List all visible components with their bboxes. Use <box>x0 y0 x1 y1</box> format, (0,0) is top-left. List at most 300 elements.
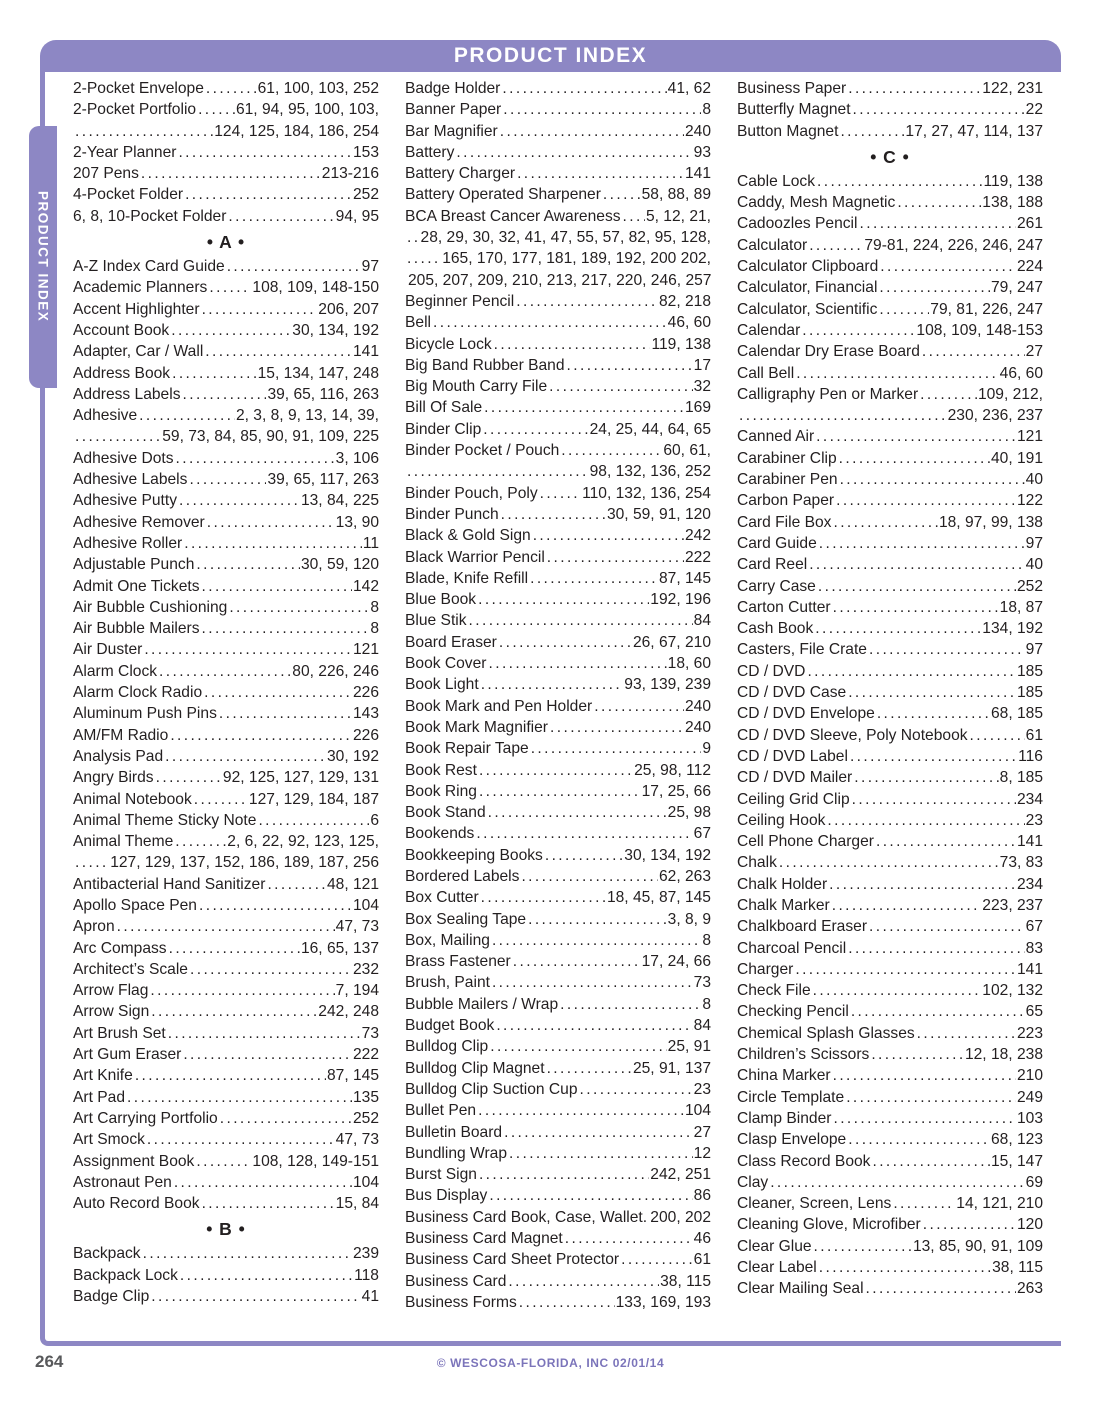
dot-leader <box>478 589 649 610</box>
index-entry <box>405 99 711 120</box>
entry-label: Backpack Lock <box>73 1266 178 1284</box>
entry-label: Button Magnet <box>737 122 839 140</box>
index-entry <box>73 1193 379 1214</box>
entry-label: Accent Highlighter <box>73 300 200 318</box>
entry-label: Business Card <box>405 1272 507 1290</box>
entry-continuation <box>405 270 711 291</box>
entry-label: A-Z Index Card Guide <box>73 258 225 276</box>
index-entry <box>737 1044 1043 1065</box>
entry-label: Beginner Pencil <box>405 292 515 310</box>
index-entry <box>73 206 379 227</box>
dot-leader <box>159 661 291 682</box>
dot-leader <box>922 341 1025 362</box>
entry-pages: 222 <box>684 548 711 566</box>
entry-label: Card Guide <box>737 534 817 552</box>
dot-leader <box>827 810 1024 831</box>
index-entry <box>737 597 1043 618</box>
dot-leader <box>809 554 1024 575</box>
entry-pages: 242, 251 <box>650 1166 711 1184</box>
index-entry <box>73 831 379 852</box>
entry-label: Battery Operated Sharpener <box>405 186 601 204</box>
dot-leader <box>258 810 369 831</box>
dot-leader <box>194 789 248 810</box>
entry-pages: 210 <box>1016 1067 1043 1085</box>
entry-pages: 213-216 <box>321 165 379 183</box>
entry-label: Angry Birds <box>73 769 154 787</box>
entry-pages: 97 <box>1025 534 1043 552</box>
entry-pages: 2, 6, 22, 92, 123, 125, <box>227 833 379 851</box>
entry-label: Book Stand <box>405 804 486 822</box>
entry-pages: 14, 121, 210 <box>956 1195 1043 1213</box>
dot-leader <box>147 1129 335 1150</box>
index-entry <box>737 639 1043 660</box>
entry-label: Big Mouth Carry File <box>405 378 548 396</box>
entry-label: 6, 8, 10-Pocket Folder <box>73 207 227 225</box>
entry-label: Binder Clip <box>405 420 482 438</box>
dot-leader <box>879 277 990 298</box>
entry-pages: 18, 97, 99, 138 <box>938 513 1043 531</box>
index-entry <box>737 384 1043 405</box>
dot-leader <box>185 184 352 205</box>
entry-pages: 97 <box>361 258 379 276</box>
index-entry <box>737 1193 1043 1214</box>
entry-pages: 84 <box>693 612 711 630</box>
dot-leader <box>833 1065 1016 1086</box>
entry-label: Bookkeeping Books <box>405 846 543 864</box>
dot-leader <box>521 866 658 887</box>
index-entry <box>405 1015 711 1036</box>
entry-pages: 24, 25, 44, 64, 65 <box>589 420 711 438</box>
dot-leader <box>818 576 1016 597</box>
index-entry <box>73 810 379 831</box>
index-entry <box>737 1257 1043 1278</box>
dot-leader <box>519 1292 615 1313</box>
entry-pages: 224 <box>1016 258 1043 276</box>
dot-leader <box>560 994 701 1015</box>
index-entry <box>737 213 1043 234</box>
index-entry <box>737 277 1043 298</box>
dot-leader <box>204 682 352 703</box>
entry-label: Arrow Sign <box>73 1003 150 1021</box>
dot-leader <box>550 717 684 738</box>
entry-pages: 59, 73, 84, 85, 90, 91, 109, 225 <box>162 428 379 446</box>
entry-label: Chalk Holder <box>737 875 828 893</box>
entry-label: 2-Pocket Portfolio <box>73 101 197 119</box>
entry-label: Bubble Mailers / Wrap <box>405 995 559 1013</box>
index-entry <box>405 802 711 823</box>
entry-pages: 87, 145 <box>658 569 711 587</box>
dot-leader <box>545 845 623 866</box>
index-columns <box>47 78 1053 1340</box>
index-entry <box>73 384 379 405</box>
entry-label: Calculator, Financial <box>737 279 878 297</box>
entry-label: Brass Fastener <box>405 953 511 971</box>
entry-pages: 119, 138 <box>651 335 711 353</box>
index-entry <box>737 916 1043 937</box>
entry-label: Cable Lock <box>737 172 816 190</box>
index-entry <box>73 618 379 639</box>
entry-label: Checking Pencil <box>737 1003 849 1021</box>
entry-label: Adapter, Car / Wall <box>73 343 204 361</box>
entry-label: Calligraphy Pen or Marker <box>737 385 919 403</box>
entry-continuation <box>405 248 711 269</box>
index-entry <box>737 554 1043 575</box>
index-entry <box>73 1023 379 1044</box>
index-entry <box>405 951 711 972</box>
dot-leader <box>816 426 1016 447</box>
entry-pages: 68, 185 <box>990 705 1043 723</box>
dot-leader <box>530 568 658 589</box>
entry-pages: 108, 128, 149-151 <box>252 1152 379 1170</box>
index-entry <box>405 845 711 866</box>
entry-pages: 141 <box>1016 833 1043 851</box>
dot-leader <box>202 1193 335 1214</box>
index-column <box>405 78 711 1340</box>
dot-leader <box>853 99 1025 120</box>
entry-label: Ceiling Grid Clip <box>737 790 850 808</box>
entry-pages: 222 <box>352 1046 379 1064</box>
entry-label: 2-Pocket Envelope <box>73 80 204 97</box>
index-entry <box>737 831 1043 852</box>
dot-leader <box>469 610 693 631</box>
index-entry <box>73 1129 379 1150</box>
entry-pages: 82, 218 <box>658 292 711 310</box>
entry-pages: 92, 125, 127, 129, 131 <box>222 769 379 787</box>
entry-label: Binder Pouch, Poly <box>405 484 538 502</box>
dot-leader <box>141 163 321 184</box>
dot-leader <box>484 397 684 418</box>
entry-pages: 25, 98, 112 <box>634 761 711 779</box>
entry-pages: 3, 106 <box>335 449 379 467</box>
index-entry <box>73 1001 379 1022</box>
entry-label: Book Cover <box>405 655 487 673</box>
entry-label: Clay <box>737 1173 769 1191</box>
index-entry <box>73 1265 379 1286</box>
index-entry <box>73 597 379 618</box>
entry-label: Bulldog Clip Suction Cup <box>405 1080 578 1098</box>
entry-pages: 16, 65, 137 <box>300 939 379 957</box>
index-entry <box>73 1172 379 1193</box>
dot-leader <box>580 1079 693 1100</box>
entry-label: Calculator Clipboard <box>737 258 879 276</box>
index-entry <box>737 1001 1043 1022</box>
entry-pages: 93, 139, 239 <box>624 676 711 694</box>
entry-pages: 65 <box>1025 1003 1043 1021</box>
entry-label: Business Card Magnet <box>405 1230 563 1248</box>
entry-pages: 73, 83 <box>999 854 1043 872</box>
entry-pages: 104 <box>352 896 379 914</box>
entry-pages: 8 <box>370 598 379 616</box>
entry-label: Card Reel <box>737 556 808 574</box>
dot-leader <box>594 696 684 717</box>
entry-label: Astronaut Pen <box>73 1173 172 1191</box>
entry-label: CD / DVD Case <box>737 684 847 702</box>
dot-leader <box>488 802 667 823</box>
index-entry <box>405 823 711 844</box>
entry-pages: 94, 95 <box>335 207 379 225</box>
dot-leader <box>817 171 982 192</box>
page-number: 264 <box>35 1352 64 1371</box>
index-column <box>73 78 379 1340</box>
dot-leader <box>829 874 1016 895</box>
entry-pages: 46, 60 <box>667 314 711 332</box>
entry-pages: 121 <box>352 641 379 659</box>
index-entry <box>73 256 379 277</box>
dot-leader <box>483 419 588 440</box>
index-entry <box>73 277 379 298</box>
index-entry <box>405 547 711 568</box>
index-entry <box>405 121 711 142</box>
index-entry <box>737 512 1043 533</box>
entry-label: Box, Mailing <box>405 931 490 949</box>
entry-label: Box Sealing Tape <box>405 910 527 928</box>
entry-pages: 97 <box>1025 641 1043 659</box>
index-entry <box>405 1185 711 1206</box>
entry-pages: 118 <box>354 1266 379 1284</box>
entry-label: 207 Pens <box>73 165 139 183</box>
entry-pages: 39, 65, 116, 263 <box>267 385 379 403</box>
entry-pages: 8 <box>702 995 711 1013</box>
copyright-text: © WESCOSA-FLORIDA, INC 02/01/14 <box>436 1356 665 1370</box>
dot-leader <box>75 121 213 142</box>
index-entry <box>737 99 1043 120</box>
side-tab-label: PRODUCT INDEX <box>35 191 51 323</box>
dot-leader <box>202 299 318 320</box>
entry-label: Adhesive Remover <box>73 513 205 531</box>
entry-label: Animal Theme Sticky Note <box>73 811 257 829</box>
index-entry <box>405 589 711 610</box>
index-entry <box>405 334 711 355</box>
index-entry <box>405 909 711 930</box>
index-entry <box>405 1164 711 1185</box>
dot-leader <box>190 959 352 980</box>
entry-label: 4-Pocket Folder <box>73 186 184 204</box>
entry-pages: 240 <box>684 697 711 715</box>
entry-pages: 134, 192 <box>982 620 1043 638</box>
entry-pages: 28, 29, 30, 32, 41, 47, 55, 57, 82, 95, 128, <box>420 229 711 247</box>
index-entry <box>405 504 711 525</box>
index-entry <box>405 291 711 312</box>
entry-label: Bus Display <box>405 1187 488 1205</box>
entry-label: Bookends <box>405 825 475 843</box>
entry-pages: 98, 132, 136, 252 <box>589 463 711 481</box>
dot-leader <box>174 1172 352 1193</box>
index-entry <box>405 163 711 184</box>
entry-pages: 13, 85, 90, 91, 109 <box>912 1237 1043 1255</box>
dot-leader <box>199 895 352 916</box>
dot-leader <box>220 1108 352 1129</box>
entry-label: Art Knife <box>73 1067 133 1085</box>
entry-pages: 80, 226, 246 <box>292 662 379 680</box>
dot-leader <box>488 653 666 674</box>
dot-leader <box>567 355 693 376</box>
index-entry <box>73 469 379 490</box>
dot-leader <box>848 682 1016 703</box>
entry-label: Blue Book <box>405 591 477 609</box>
entry-pages: 135 <box>352 1088 379 1106</box>
entry-label: Binder Pocket / Pouch <box>405 442 560 460</box>
dot-leader <box>833 1108 1016 1129</box>
dot-leader <box>168 1023 361 1044</box>
page-header-bar <box>40 40 1061 72</box>
entry-label: Charger <box>737 960 794 978</box>
index-entry <box>737 1087 1043 1108</box>
entry-pages: 23 <box>693 1080 711 1098</box>
dot-leader <box>229 597 369 618</box>
entry-pages: 12 <box>693 1144 711 1162</box>
dot-leader <box>196 1151 251 1172</box>
entry-pages: 93 <box>693 143 711 161</box>
entry-pages: 109, 212, <box>977 385 1043 403</box>
entry-label: Cell Phone Charger <box>737 833 874 851</box>
dot-leader <box>795 959 1016 980</box>
index-entry <box>405 1249 711 1270</box>
entry-pages: 30, 134, 192 <box>292 321 379 339</box>
entry-pages: 141 <box>1016 960 1043 978</box>
entry-pages: 110, 132, 136, 254 <box>582 484 711 502</box>
index-entry <box>737 661 1043 682</box>
dot-leader <box>169 938 300 959</box>
index-entry <box>73 1087 379 1108</box>
entry-label: Bulldog Clip Magnet <box>405 1059 545 1077</box>
entry-label: Business Card Book, Case, Wallet. <box>405 1208 648 1226</box>
entry-label: Cadoozles Pencil <box>737 215 858 233</box>
entry-pages: 232 <box>352 960 379 978</box>
dot-leader <box>494 334 651 355</box>
index-entry <box>405 1207 711 1228</box>
dot-leader <box>490 1036 666 1057</box>
dot-leader <box>920 384 977 405</box>
entry-pages: 73 <box>693 974 711 992</box>
entry-pages: 3, 8, 9 <box>667 910 711 928</box>
entry-pages: 102, 132 <box>982 982 1043 1000</box>
entry-pages: 22 <box>1025 101 1043 119</box>
entry-pages: 17 <box>693 356 711 374</box>
entry-pages: 46 <box>693 1230 711 1248</box>
entry-label: Box Cutter <box>405 889 479 907</box>
index-entry <box>737 725 1043 746</box>
dot-leader <box>171 320 291 341</box>
entry-pages: 230, 236, 237 <box>947 407 1043 425</box>
entry-pages: 120 <box>1016 1216 1043 1234</box>
entry-label: Binder Punch <box>405 505 499 523</box>
entry-label: CD / DVD Mailer <box>737 769 853 787</box>
dot-leader <box>739 405 947 426</box>
index-entry <box>737 1108 1043 1129</box>
index-entry <box>737 789 1043 810</box>
dot-leader <box>183 384 267 405</box>
entry-label: Calculator <box>737 236 808 254</box>
entry-label: Bicycle Lock <box>405 335 492 353</box>
entry-label: Adhesive Roller <box>73 534 183 552</box>
dot-leader <box>433 312 667 333</box>
index-entry <box>737 1236 1043 1257</box>
dot-leader <box>117 916 335 937</box>
section-header: • B • <box>206 1219 246 1240</box>
index-entry <box>737 1151 1043 1172</box>
index-entry <box>73 490 379 511</box>
entry-label: Animal Theme <box>73 833 174 851</box>
entry-pages: 234 <box>1016 875 1043 893</box>
index-entry <box>73 895 379 916</box>
index-entry <box>73 980 379 1001</box>
entry-pages: 169 <box>684 399 711 417</box>
entry-label: Academic Planners <box>73 279 208 297</box>
index-entry <box>73 99 379 120</box>
dot-leader <box>623 206 645 227</box>
index-entry <box>737 426 1043 447</box>
dot-leader <box>139 405 235 426</box>
dot-leader <box>833 512 937 533</box>
entry-pages: 122, 231 <box>982 80 1043 97</box>
index-entry <box>737 703 1043 724</box>
dot-leader <box>209 277 251 298</box>
index-entry <box>73 789 379 810</box>
entry-label: Business Card Sheet Protector <box>405 1251 620 1269</box>
index-entry <box>737 980 1043 1001</box>
entry-label: Book Repair Tape <box>405 740 529 758</box>
dot-leader <box>202 618 370 639</box>
entry-label: Budget Book <box>405 1017 495 1035</box>
index-entry <box>737 192 1043 213</box>
dot-leader <box>871 1044 964 1065</box>
index-entry <box>737 1023 1043 1044</box>
entry-label: Clasp Envelope <box>737 1131 847 1149</box>
entry-pages: 8 <box>370 620 379 638</box>
entry-pages: 79, 247 <box>990 279 1043 297</box>
index-entry <box>73 682 379 703</box>
dot-leader <box>513 951 641 972</box>
dot-leader <box>476 823 692 844</box>
entry-pages: 15, 147 <box>990 1152 1043 1170</box>
entry-label: BCA Breast Cancer Awareness <box>405 207 621 225</box>
entry-pages: 61, 100, 103, 252 <box>257 80 379 97</box>
dot-leader <box>151 1001 317 1022</box>
entry-pages: 226 <box>352 726 379 744</box>
dot-leader <box>516 291 658 312</box>
entry-label: Board Eraser <box>405 633 497 651</box>
dot-leader <box>407 227 420 248</box>
dot-leader <box>179 490 300 511</box>
entry-pages: 60, 61, <box>663 442 711 460</box>
dot-leader <box>836 490 1016 511</box>
index-entry <box>405 355 711 376</box>
dot-leader <box>533 525 684 546</box>
entry-pages: 17, 24, 66 <box>641 953 711 971</box>
index-entry <box>73 1243 379 1264</box>
index-entry <box>405 376 711 397</box>
entry-pages: 2, 3, 8, 9, 13, 14, 39, <box>235 407 379 425</box>
entry-pages: 104 <box>352 1173 379 1191</box>
entry-continuation <box>73 121 379 142</box>
entry-pages: 141 <box>352 343 379 361</box>
index-entry <box>405 1036 711 1057</box>
dot-leader <box>75 852 109 873</box>
dot-leader <box>127 1087 352 1108</box>
dot-leader <box>219 703 352 724</box>
index-entry <box>405 1122 711 1143</box>
index-entry <box>405 972 711 993</box>
entry-label: Carbon Paper <box>737 492 835 510</box>
entry-pages: 17, 25, 66 <box>641 782 711 800</box>
entry-label: Banner Paper <box>405 101 502 119</box>
entry-label: Carabiner Pen <box>737 471 838 489</box>
index-entry <box>737 448 1043 469</box>
entry-pages: 223 <box>1016 1024 1043 1042</box>
entry-label: Book Rest <box>405 761 477 779</box>
entry-label: Alarm Clock Radio <box>73 684 203 702</box>
entry-pages: 30, 134, 192 <box>624 846 711 864</box>
